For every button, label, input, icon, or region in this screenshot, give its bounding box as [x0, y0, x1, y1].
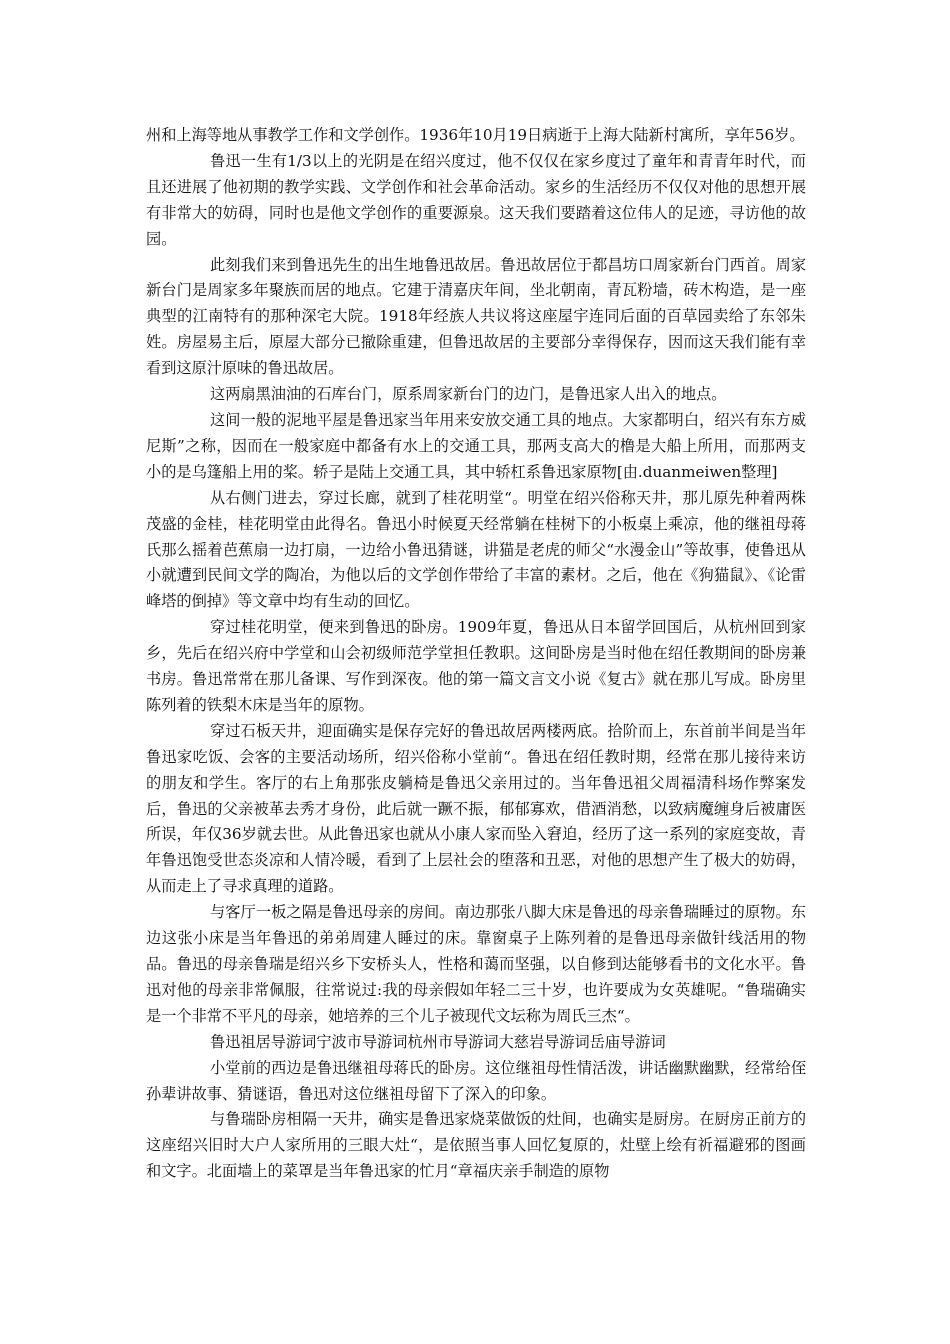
paragraph: 从右侧门进去，穿过长廊，就到了桂花明堂“。明堂在绍兴俗称天井，那儿原先种着两株茂盛的金桂，桂花明堂由此得名。鲁迅小时候夏天经常躺在桂树下的小板桌上乘凉，他的继祖母蒋氏那么摇着芭蕉扇一边打扇，一边给小鲁迅猜谜，讲猫是老虎的师父“水漫金山”等故事，使鲁迅从小就遭到民间文学的陶冶，为他以后的文学创作带给了丰富的素材。之后，他在《狗猫鼠》、《论雷峰塔的倒掉》等文章中均有生动的回忆。	[146, 488, 806, 611]
paragraph: 这间一般的泥地平屋是鲁迅家当年用来安放交通工具的地点。大家都明白，绍兴有东方威尼斯”之称，因而在一般家庭中都备有水上的交通工具，那两支高大的橹是大船上所用，而那两支小的是乌篷船上用的桨。轿子是陆上交通工具，其中轿杠系鲁迅家原物[由.duanmeiwen整理]	[146, 410, 806, 481]
paragraph: 与鲁瑞卧房相隔一天井，确实是鲁迅家烧菜做饭的灶间，也确实是厨房。在厨房正前方的这座绍兴旧时大户人家所用的三眼大灶“，是依照当事人回忆复原的，灶壁上绘有祈福避邪的图画和文字。北面墙上的菜罩是当年鲁迅家的忙月“章福庆亲手制造的原物	[146, 1110, 806, 1181]
paragraph: 州和上海等地从事教学工作和文学创作。1936年10月19日病逝于上海大陆新村寓所，享年56岁。	[146, 126, 805, 144]
paragraph: 小堂前的西边是鲁迅继祖母蒋氏的卧房。这位继祖母性情活泼，讲话幽默幽默，经常给侄孙辈讲故事、猜谜语，鲁迅对这位继祖母留下了深入的印象。	[146, 1058, 806, 1103]
paragraph: 鲁迅一生有1/3以上的光阴是在绍兴度过，他不仅仅在家乡度过了童年和青青年时代，而且还进展了他初期的教学实践、文学创作和社会革命活动。家乡的生活经历不仅仅对他的思想开展有非常大的妨碍，同时也是他文学创作的重要源泉。这天我们要踏着这位伟人的足迹，寻访他的故园。	[146, 151, 806, 248]
paragraph: 穿过桂花明堂，便来到鲁迅的卧房。1909年夏，鲁迅从日本留学回国后，从杭州回到家乡，先后在绍兴府中学堂和山会初级师范学堂担任教职。这间卧房是当时他在绍任教期间的卧房兼书房。鲁迅常常在那儿备课、写作到深夜。他的第一篇文言文小说《复古》就在那儿写成。卧房里陈列着的铁梨木床是当年的原物。	[146, 618, 806, 714]
paragraph: 与客厅一板之隔是鲁迅母亲的房间。南边那张八脚大床是鲁迅的母亲鲁瑞睡过的原物。东边这张小床是当年鲁迅的弟弟周建人睡过的床。靠窗桌子上陈列着的是鲁迅母亲做针线活用的物品。鲁迅的母亲鲁瑞是绍兴乡下安桥头人，性格和蔼而坚强，以自修到达能够看书的文化水平。鲁迅对他的母亲非常佩服，往常说过:我的母亲假如年轻二三十岁，也许要成为女英雄呢。“鲁瑞确实是一个非常不平凡的母亲，她培养的三个儿子被现代文坛称为周氏三杰“。	[146, 903, 806, 1025]
paragraph: 此刻我们来到鲁迅先生的出生地鲁迅故居。鲁迅故居位于都昌坊口周家新台门西首。周家新台门是周家多年聚族而居的地点。它建于清嘉庆年间，坐北朝南，青瓦粉墙，砖木构造，是一座典型的江南特有的那种深宅大院。1918年经族人共议将这座屋宇连同后面的百草园卖给了东邻朱姓。房屋易主后，原屋大部分已撤除重建，但鲁迅故居的主要部分幸得保存，因而这天我们能有幸看到这原汁原味的鲁迅故居。	[146, 255, 806, 378]
paragraph: 穿过石板天井，迎面确实是保存完好的鲁迅故居两楼两底。拾阶而上，东首前半间是当年鲁迅家吃饭、会客的主要活动场所，绍兴俗称小堂前“。鲁迅在绍任教时期，经常在那儿接待来访的朋友和学生。客厅的右上角那张皮躺椅是鲁迅父亲用过的。当年鲁迅祖父周福清科场作弊案发后，鲁迅的父亲被革去秀才身份，此后就一蹶不振，郁郁寡欢，借酒消愁，以致病魔缠身后被庸医所误，年仅36岁就去世。从此鲁迅家也就从小康人家而坠入窘迫，经历了这一系列的家庭变故，青年鲁迅饱受世态炎凉和人情冷暖，看到了上层社会的堕落和丑恶，对他的思想产生了极大的妨碍，从而走上了寻求真理的道路。	[146, 721, 806, 896]
paragraph: 这两扇黑油油的石库台门，原系周家新台门的边门，是鲁迅家人出入的地点。	[210, 385, 727, 404]
document-page	[146, 123, 806, 1185]
related-links-line: 鲁迅祖居导游词宁波市导游词杭州市导游词大慈岩导游词岳庙导游词	[210, 1032, 666, 1051]
